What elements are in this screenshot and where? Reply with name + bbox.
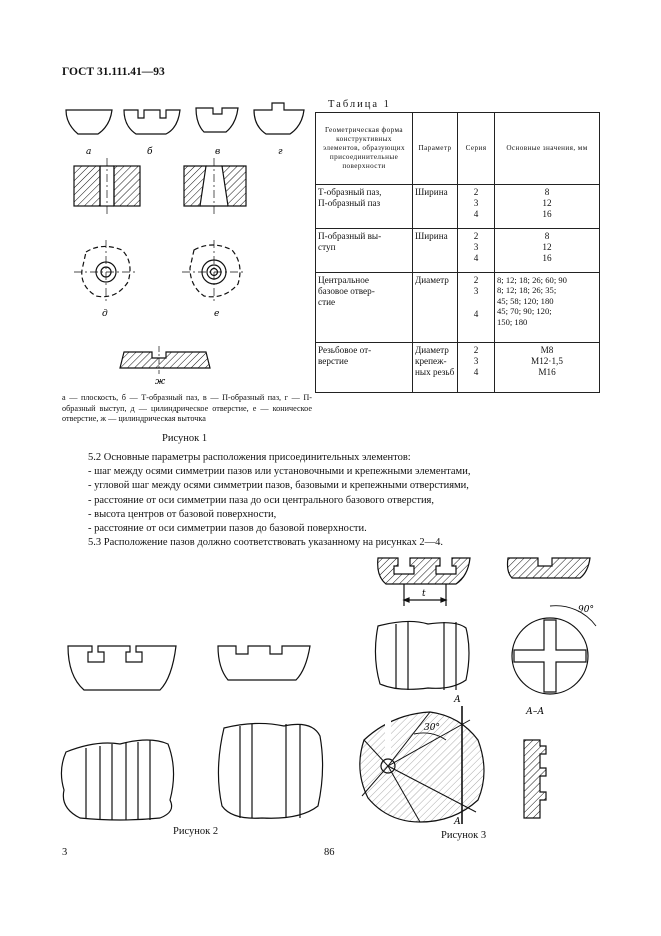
- table1-cell-form: Резьбовое от- верстие: [316, 343, 413, 393]
- list-item: - угловой шаг между осями симметрии пазов, базовыми и крепежными отверстиями,: [88, 480, 469, 492]
- figure3-title: Рисунок 3: [441, 830, 487, 841]
- table1-header-param: Параметр: [413, 113, 458, 185]
- fig2-u-slot-profile: [218, 646, 310, 680]
- page-number-left: 3: [62, 847, 68, 858]
- table1-cell-form: П-образный вы- ступ: [316, 229, 413, 273]
- page-number-center: 86: [324, 847, 335, 858]
- fig1-cylindrical-hole-plan: [74, 240, 138, 304]
- fig1-label-d: д: [102, 309, 108, 319]
- fig1-label-zh: ж: [155, 377, 166, 387]
- fig1-conical-hole-plan: [182, 240, 246, 304]
- figure2-title: Рисунок 2: [173, 826, 219, 837]
- table-row: [316, 229, 600, 273]
- paragraph-5-3: 5.3 Расположение пазов должно соответствовать указанному на рисунках 2—4.: [88, 537, 444, 549]
- fig2-t-slot-profile: [68, 646, 176, 690]
- table-row: [316, 185, 600, 229]
- standard-header: ГОСТ 31.111.41—93: [62, 66, 165, 78]
- table1-cell-values: М8 М12·1,5 М16: [495, 343, 600, 393]
- table1-cell-series: 2 3 4: [458, 229, 495, 273]
- fig3-section-label: А–А: [526, 707, 545, 717]
- list-item: - расстояние от оси симметрии пазов до базовой поверхности.: [88, 523, 367, 535]
- table1-cell-series: 2 3 4: [458, 185, 495, 229]
- figure1-caption: а — плоскость, б — Т-образный паз, в — П-образный паз, г — П-образный выступ, д — цилиндрическое отверстие, е — коническое отверстие, ж — цилиндрическая выточка: [62, 393, 312, 424]
- table1-cell-values: 8; 12; 18; 26; 60; 90 8; 12; 18; 26; 35; 45; 58; 120; 180 45; 70; 90; 120; 150; 180: [495, 273, 600, 343]
- fig1-label-v: в: [215, 147, 221, 157]
- fig3-section-mark-top: А: [454, 695, 461, 705]
- table1-cell-values: 8 12 16: [495, 185, 600, 229]
- table1-cell-param: Диаметр крепеж- ных резьб: [413, 343, 458, 393]
- fig3-plan-radial: [360, 706, 484, 824]
- table-row: [316, 273, 600, 343]
- fig1-label-e: е: [214, 309, 220, 319]
- fig1-label-a: а: [86, 147, 92, 157]
- list-item: - высота центров от базовой поверхности,: [88, 508, 277, 520]
- table1-cell-param: Диаметр: [413, 273, 458, 343]
- table1: [315, 112, 600, 393]
- fig1-label-b: б: [147, 147, 153, 157]
- fig2-plan-right: [218, 723, 322, 818]
- fig3-u-slot-section: [508, 558, 591, 578]
- table1-header-values: Основные значения, мм: [495, 113, 600, 185]
- table1-cell-param: Ширина: [413, 185, 458, 229]
- body-text: [88, 451, 608, 550]
- table1-title: Таблица 1: [328, 99, 391, 110]
- table1-cell-form: Т-образный паз, П-образный паз: [316, 185, 413, 229]
- fig3-angle-30: 30°: [424, 723, 440, 733]
- fig3-section-mark-bottom: А: [454, 817, 461, 827]
- table1-cell-series: 2 3 4: [458, 343, 495, 393]
- fig1-conical-hole-section: [184, 158, 246, 214]
- fig3-angle-90: 90°: [578, 605, 594, 615]
- table1-cell-series: 2 3 4: [458, 273, 495, 343]
- table1-header-series: Серия: [458, 113, 495, 185]
- fig1-label-g: г: [278, 147, 283, 157]
- fig1-u-slot-drawing: [196, 108, 238, 132]
- fig3-plan-cross: [512, 606, 596, 694]
- fig3-section-a-a: [524, 740, 546, 818]
- table1-cell-param: Ширина: [413, 229, 458, 273]
- fig1-u-protrusion-drawing: [254, 103, 304, 134]
- list-item: - шаг между осями симметрии пазов или установочными и крепежными элементами,: [88, 466, 471, 478]
- list-item: - расстояние от оси симметрии паза до оси центрального базового отверстия,: [88, 494, 435, 506]
- fig1-cylindrical-hole-section: [74, 158, 140, 214]
- table1-header-row: [316, 113, 600, 185]
- fig1-plane-drawing: [66, 110, 112, 134]
- paragraph-5-2: 5.2 Основные параметры расположения присоединительных элементов:: [88, 452, 411, 463]
- fig3-dim-t: t: [422, 589, 426, 599]
- table1-cell-values: 8 12 16: [495, 229, 600, 273]
- fig2-plan-left: [61, 740, 173, 820]
- table1-header-form: Геометрическая форма конструктивных элементов, образующих присоединительные поверхности: [316, 113, 413, 185]
- table-row: [316, 343, 600, 393]
- figure1-title: Рисунок 1: [162, 433, 208, 444]
- fig1-cylindrical-groove-section: [120, 346, 210, 374]
- table1-cell-form: Центральное базовое отвер- стие: [316, 273, 413, 343]
- fig1-t-slot-drawing: [124, 110, 180, 134]
- fig3-plan-parallel: [375, 621, 469, 690]
